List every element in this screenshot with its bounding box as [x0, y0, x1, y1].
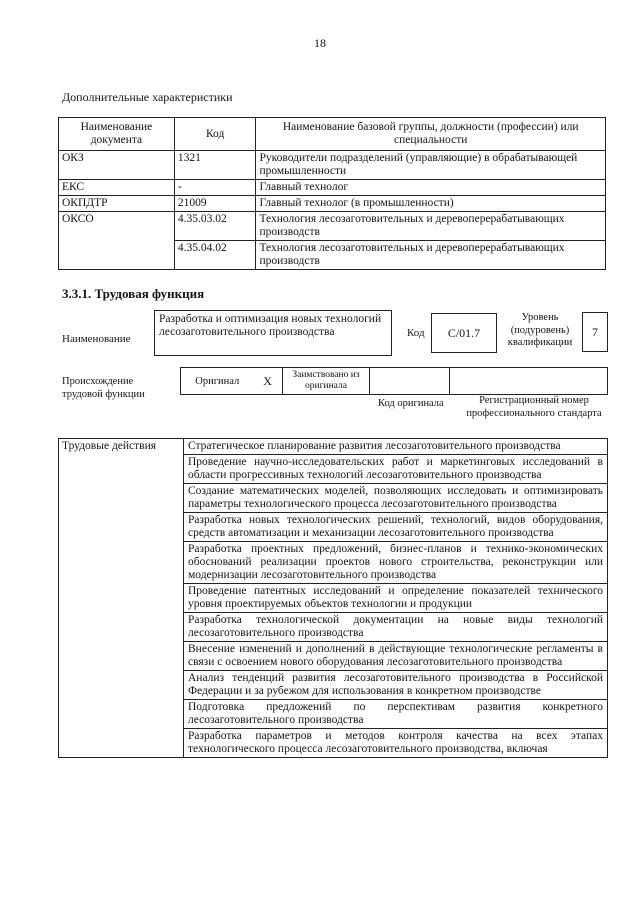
reg-number-label: Регистрационный номер профессионального стандарта [466, 395, 602, 419]
labor-actions-label: Трудовые действия [59, 439, 184, 758]
header-document-name: Наименование документа [59, 118, 175, 151]
page-number: 18 [314, 36, 326, 50]
qualification-level-value: 7 [592, 325, 598, 339]
table-header-row [59, 118, 606, 151]
labor-action-item: Внесение изменений и дополнений в действующие технологические регламенты в связи с освоением нового оборудования лесозаготовительного производства [184, 642, 608, 671]
table-cell: 1321 [174, 151, 256, 180]
table-cell: Главный технолог [256, 180, 606, 196]
header-code: Код [174, 118, 256, 151]
code-original-label: Код оригинала [378, 398, 444, 409]
table-row [59, 439, 608, 455]
original-mark: X [254, 368, 283, 395]
code-original-cell [370, 368, 450, 395]
code-label: Код [407, 327, 425, 339]
origin-table [180, 367, 608, 395]
labor-action-item: Разработка параметров и методов контроля качества на всех этапах технологического процесса лесозаготовительного производства, включая [184, 729, 608, 758]
labor-action-item: Подготовка предложений по перспективам развития конкретного лесозаготовительного производства [184, 700, 608, 729]
name-label: Наименование [62, 333, 131, 345]
labor-action-item: Разработка технологической документации на новые виды технологий лесозаготовительного производства [184, 613, 608, 642]
header-group-name: Наименование базовой группы, должности (профессии) или специальности [256, 118, 606, 151]
table-cell: ОКПДТР [59, 196, 175, 212]
table-cell: ЕКС [59, 180, 175, 196]
table-cell: Главный технолог (в промышленности) [256, 196, 606, 212]
table-cell: ОКЗ [59, 151, 175, 180]
qualification-level-box [582, 312, 608, 352]
function-name-value: Разработка и оптимизация новых технологий лесозаготовительного производства [159, 313, 382, 338]
additional-characteristics-title: Дополнительные характеристики [62, 90, 233, 104]
table-cell: - [174, 180, 256, 196]
original-cell: Оригинал [181, 368, 254, 395]
table-cell: Технология лесозаготовительных и деревоперерабатывающих производств [256, 241, 606, 270]
qualification-level-label: Уровень (подуровень) квалификации [507, 312, 573, 348]
table-cell: 4.35.03.02 [174, 212, 256, 241]
characteristics-table [58, 117, 606, 270]
origin-label: Происхождение трудовой функции [62, 376, 145, 400]
labor-action-item: Анализ тенденций развития лесозаготовительного производства в Российской Федерации и за рубежом для использования в конкретном производстве [184, 671, 608, 700]
labor-action-item: Создание математических моделей, позволяющих исследовать и оптимизировать параметры технологического процесса лесозаготовительного производства [184, 484, 608, 513]
table-cell: 4.35.04.02 [174, 241, 256, 270]
borrowed-cell: Заимствовано из оригинала [282, 368, 370, 395]
table-cell: 21009 [174, 196, 256, 212]
table-cell: Руководители подразделений (управляющие) в обрабатывающей промышленности [256, 151, 606, 180]
labor-action-item: Разработка новых технологических решений, технологий, видов оборудования, средств автоматизации и механизации лесозаготовительного производства [184, 513, 608, 542]
labor-action-item: Стратегическое планирование развития лесозаготовительного производства [184, 439, 608, 455]
function-code-box [431, 313, 497, 353]
reg-number-cell [449, 368, 607, 395]
function-code-value: C/01.7 [447, 326, 481, 340]
labor-action-item: Проведение патентных исследований и определение показателей технического уровня проектируемых объектов технологии и продукции [184, 584, 608, 613]
table-cell: ОКСО [59, 212, 175, 270]
labor-action-item: Разработка проектных предложений, бизнес-планов и технико-экономических обоснований реализации проектов нового строительства, реконструкции или модернизации лесозаготовительного производства [184, 542, 608, 584]
labor-action-item: Проведение научно-исследовательских работ и маркетинговых исследований в области прогрессивных технологий лесозаготовительного производства [184, 455, 608, 484]
table-row [59, 196, 606, 212]
labor-actions-table [58, 438, 608, 758]
table-row [59, 151, 606, 180]
table-row [59, 180, 606, 196]
table-row [59, 212, 606, 241]
labor-function-heading: 3.3.1. Трудовая функция [62, 286, 205, 301]
function-name-box [154, 310, 392, 356]
table-cell: Технология лесозаготовительных и деревоперерабатывающих производств [256, 212, 606, 241]
